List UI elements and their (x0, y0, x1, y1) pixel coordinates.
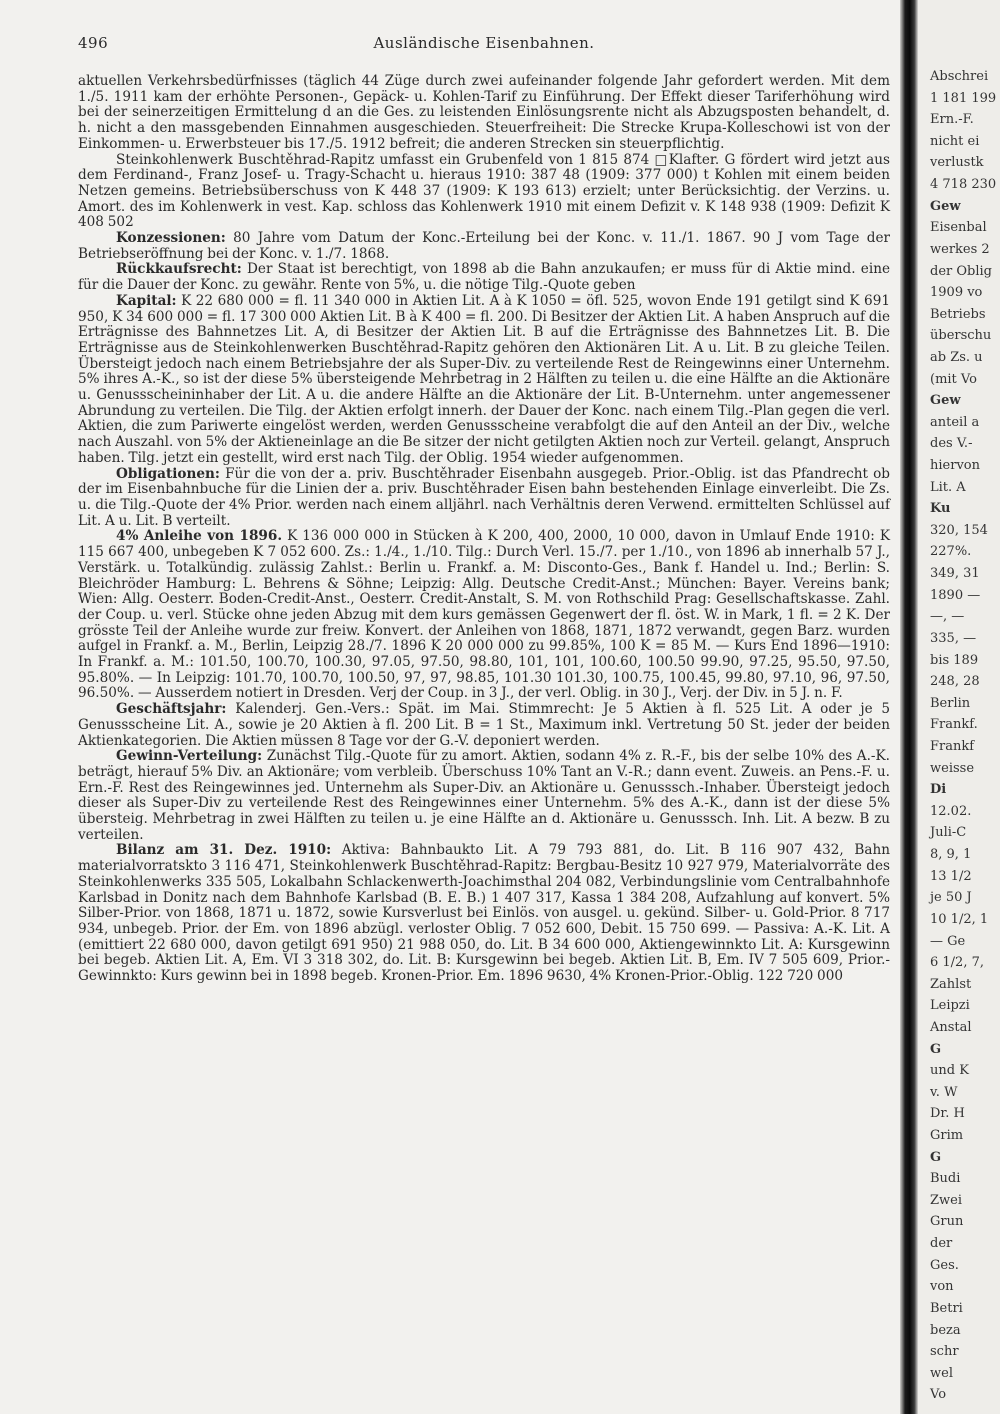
right-page-fragment: 1 181 199 (930, 90, 997, 106)
right-page-fragment: Eisenbal (930, 220, 987, 236)
right-page-fragment: je 50 J (930, 890, 972, 906)
right-page-fragment: v. W (930, 1084, 958, 1100)
right-page-fragment: überschu (930, 328, 992, 344)
right-page-fragment: Frankf. (930, 717, 978, 733)
paragraph-kapital: Kapital: K 22 680 000 = fl. 11 340 000 in Aktien Lit. A à K 1050 = öfl. 525, wovon Ende 191 getilgt sind K 691 950, K 34 600 000 = fl. 17 300 000 Aktien Lit. B à K 400 = fl. 200. Di Besitzer der Aktien Lit. A haben Anspruch auf die Erträgnisse des Bahnnetzes Lit. A, di Besitzer der Aktien Lit. B auf die Erträgnisse des Bahnnetzes Lit. B. Die Erträgnisse aus de Steinkohlenwerken Buschtěhrad-Rapitz gehören den Aktionären Lit. A u. Lit. B zu gleiche Teilen. Übersteigt jedoch nach einem Betriebsjahre der als Super-Div. zu verteilende Rest de Reingewinns einer Unternehm. 5% ihres A.-K., so ist der diese 5% übersteigende Mehrbetrag in 2 Hälften zu teilen u. die eine Hälfte an die Aktionäre u. Genussscheininhaber der Lit. A u. die andere Hälfte an die Aktionäre der Lit. B-Unternehm. unter angemessener Abrundung zu verteilen. Die Tilg. der Aktien erfolgt innerh. der Dauer der Konc. nach einem Tilg.-Plan gegen die verl. Aktien, die zum Pariwerte eingelöst werden, werden Genussscheine verabfolgt die auf den Anteil an der Div., welche nach Auszahl. von 5% der Aktieneinlage an die Be sitzer der nicht getilgten Aktien noch zur Verteil. gelangt, Anspruch haben. Tilg. jetzt ein gestellt, wird erst nach Tilg. der Oblig. 1954 wieder aufgenommen. (78, 292, 890, 466)
right-page-fragment: bis 189 (930, 652, 979, 668)
right-page-fragment: — Ge (930, 933, 966, 949)
right-page-edge (918, 0, 1000, 1414)
section-heading: Geschäftsjahr: (116, 701, 227, 718)
section-heading: Bilanz am 31. Dez. 1910: (116, 842, 332, 859)
right-page-fragment: G (930, 1041, 942, 1057)
paragraph-intro: aktuellen Verkehrsbedürfnisses (täglich 44 Züge durch zwei aufeinander folgende Jahr gefordert werden. Mit dem 1./5. 1911 kam der erhöhte Personen-, Gepäck- u. Kohlen-Tarif zu Einführung. Der Effekt dieser Tariferhöhung wird bei der seinerzeitigen Ermittelung d an die Ges. zu leistenden Einlösungsrente nicht als Abzugsposten behandelt, d. h. nicht a den massgebenden Einnahmen ausgeschieden. Steuerfreiheit: Die Strecke Krupa-Kolleschowi ist von der Einkommen- u. Erwerbsteuer bis 17./5. 1912 befreit; die anderen Strecken sin steuerpflichtig. (78, 73, 890, 152)
paragraph-gewinn-verteilung: Gewinn-Verteilung: Zunächst Tilg.-Quote für zu amort. Aktien, sodann 4% z. R.-F., bis der selbe 10% des A.-K. beträgt, hierauf 5% Div. an Aktionäre; vom verbleib. Überschuss 10% Tant an V.-R.; dann event. Zuweis. an Pens.-F. u. Ern.-F. Rest des Reingewinnes jed. Unternehm als Super-Div. an Aktionäre u. Genusssch.-Inhaber. Übersteigt jedoch dieser als Super-Div zu verteilende Rest des Reingewinnes einer Unternehm. 5% des A.-K., dann ist der diese 5% übersteig. Mehrbetrag in zwei Hälften zu teilen u. je eine Hälfte an d. Aktionäre u. Genusssch. Inh. Lit. A bezw. B zu verteilen. (78, 748, 890, 843)
right-page-fragment: der Oblig (930, 263, 992, 279)
right-page-fragment: der (930, 1236, 953, 1252)
section-heading: Gewinn-Verteilung: (116, 748, 263, 765)
right-page-fragment: Betriebs (930, 306, 986, 322)
section-heading: Kapital: (116, 292, 177, 309)
section-heading: Obligationen: (116, 465, 220, 482)
right-page-fragment: verlustk (930, 155, 984, 171)
right-page-fragment: Vo (930, 1387, 947, 1403)
right-page-fragment: (mit Vo (930, 371, 977, 387)
right-page-fragment: Lit. A (930, 479, 966, 495)
right-page-fragment: 1890 — (930, 587, 981, 603)
paragraph-geschaeftsjahr: Geschäftsjahr: Kalenderj. Gen.-Vers.: Spät. im Mai. Stimmrecht: Je 5 Aktien à fl. 525 Lit. A oder je 5 Genussscheine Lit. A., sowie je 20 Aktien à fl. 200 Lit. B = 1 St., Maximum inkl. Vertretung 50 St. jeder der beiden Aktienkategorien. Die Aktien müssen 8 Tage vor der G.-V. deponiert werden. (78, 701, 890, 749)
right-page-fragment: Zwei (930, 1192, 963, 1208)
right-page-fragment: schr (930, 1344, 959, 1360)
paragraph-bilanz: Bilanz am 31. Dez. 1910: Aktiva: Bahnbaukto Lit. A 79 793 881, do. Lit. B 116 907 432, Bahn materialvorratskto 3 116 471, Steinkohlenwerk Buschtěhrad-Rapitz: Bergbau-Besitz 10 927 979, Materialvorräte des Steinkohlenwerks 335 505, Lokalbahn Schlackenwerth-Joachimsthal 204 082, Verbindungslinie vom Centralbahnhofe Karlsbad in Donitz nach dem Bahnhofe Karlsbad (B. E. B.) 1 407 317, Kassa 1 384 208, Aufzahlung auf konvert. 5% Silber-Prior. von 1868, 1871 u. 1872, sowie Kursverlust bei Einlös. von ausgel. u. gekünd. Silber- u. Gold-Prior. 8 717 934, unbegeb. Prior. der Em. von 1896 abzügl. verloster Oblig. 7 052 600, Debit. 15 750 699. — Passiva: A.-K. Lit. A (emittiert 22 680 000, davon getilgt 691 950) 21 988 050, do. Lit. B 34 600 000, Aktiengewinnkto Lit. A: Kursgewinn bei begeb. Aktien Lit. A, Em. VI 3 318 302, do. Lit. B: Kursgewinn bei begeb. Aktien Lit. B, Em. IV 7 505 609, Prior.-Gewinnkto: Kurs gewinn bei in 1898 begeb. Kronen-Prior. Em. 1896 9630, 4% Kronen-Prior.-Oblig. 122 720 000 (78, 842, 891, 985)
right-page-fragment: anteil a (930, 414, 980, 430)
section-heading: Konzessionen: (116, 230, 226, 247)
right-page-fragment: Grun (930, 1214, 964, 1230)
right-page-fragment: ab Zs. u (930, 349, 983, 365)
right-page-fragment: hiervon (930, 458, 980, 474)
right-page-fragment: 349, 31 (930, 566, 980, 582)
right-page-fragment: Anstal (930, 1019, 972, 1035)
right-page-fragment: 1909 vo (930, 285, 983, 301)
right-page-fragment: 335, — (930, 630, 977, 646)
right-page-fragment: —, — (930, 609, 965, 625)
right-page-fragment: Budi (930, 1171, 961, 1187)
right-page-fragment: wel (930, 1365, 953, 1381)
right-page-fragment: 6 1/2, 7, (930, 955, 984, 971)
right-page-fragment: Betri (930, 1300, 963, 1316)
right-page-fragment: Leipzi (930, 998, 970, 1014)
right-page-fragment: 12.02. (930, 803, 972, 819)
paragraph-obligationen: Obligationen: Für die von der a. priv. Buschtěhrader Eisenbahn ausgegeb. Prior.-Oblig. ist das Pfandrecht ob der im Eisenbahnbuche für die Linien der a. priv. Buschtěhrader Eisen bahn bestehenden Einlage einverleibt. Die Zs. u. die Tilg.-Quote der 4% Prior. werden nach einem alljährl. nach Verhältnis deren Verwend. ermittelten Schlüssel auf Lit. A u. Lit. B verteilt. (78, 465, 890, 529)
right-page-fragment: Zahlst (930, 976, 972, 992)
right-page-fragment: 227%. (930, 544, 972, 560)
right-page-fragment: 248, 28 (930, 674, 980, 690)
right-page-fragment: 8, 9, 1 (930, 847, 972, 863)
right-page-fragment: Abschrei (930, 69, 989, 84)
right-page-fragment: weisse (930, 760, 975, 776)
right-page-fragment: und K (930, 1063, 969, 1079)
paragraph-steinkohlenwerk: Steinkohlenwerk Buschtěhrad-Rapitz umfasst ein Grubenfeld von 1 815 874 □Klafter. G fördert wird jetzt aus dem Ferdinand-, Franz Josef- u. Tragy-Schacht u. hieraus 1910: 387 48 (1909: 377 000) t Kohlen mit einem beiden Netzen gemeins. Betriebsüberschuss von K 448 37 (1909: K 193 613) erzielt; unter Berücksichtig. der Verzins. u. Amort. des im Kohlenwerk in vest. Kap. schloss das Kohlenwerk 1910 mit einem Defizit v. K 148 938 (1909: Defizit K 408 502 (78, 151, 890, 231)
right-page-fragment: des V.- (930, 436, 973, 452)
body-text (78, 74, 890, 985)
right-page-fragment: Ku (930, 501, 951, 517)
right-page-fragment: beza (930, 1322, 961, 1338)
page-number: 496 (78, 34, 109, 52)
right-page-fragment: werkes 2 (930, 241, 990, 257)
paragraph-anleihe-1896: 4% Anleihe von 1896. K 136 000 000 in Stücken à K 200, 400, 2000, 10 000, davon in Umlauf Ende 1910: K 115 667 400, unbegeben K 7 052 600. Zs.: 1./4., 1./10. Tilg.: Durch Verl. 15./7. per 1./10., von 1896 ab innerhalb 57 J., Verstärk. u. Totalkündig. zulässig Zahlst.: Berlin u. Frankf. a. M: Disconto-Ges., Bank f. Handel u. Ind.; Berlin: S. Bleichröder Hamburg: L. Behrens & Söhne; Leipzig: Allg. Deutsche Credit-Anst.; München: Bayer. Vereins bank; Wien: Allg. Oesterr. Boden-Credit-Anst., Oesterr. Credit-Anstalt, S. M. von Rothschild Prag: Gesellschaftskasse. Zahl. der Coup. u. verl. Stücke ohne jeden Abzug mit dem kurs gemässen Gegenwert der fl. öst. W. in Mark, 1 fl. = 2 K. Der grösste Teil der Anleihe wurde zur freiw. Konvert. der Anleihen von 1868, 1871, 1872 verwandt, gegen Barz. wurden aufgel in Frankf. a. M., Berlin, Leipzig 28./7. 1896 K 20 000 000 zu 99.85%, 100 K = 85 M. — Kurs End 1896—1910: In Frankf. a. M.: 101.50, 100.70, 100.30, 97.05, 97.50, 98.80, 101, 101, 100.60, 100.50 99.90, 97.25, 95.50, 97.50, 95.80%. — In Leipzig: 101.70, 100.70, 100.50, 97, 97, 98.85, 101.30 101.30, 100.75, 100.45, 99.80, 97.10, 96, 97.50, 96.50%. — Ausserdem notiert in Dresden. Verj der Coup. in 3 J., der verl. Oblig. in 30 J., Verj. der Div. in 5 J. n. F. (78, 528, 890, 702)
paragraph-rueckkaufsrecht: Rückkaufsrecht: Der Staat ist berechtigt, von 1898 ab die Bahn anzukaufen; er muss für di Aktie mind. eine für die Dauer der Konc. zu gewähr. Rente von 5%, u. die nötige Tilg.-Quote geben (78, 261, 890, 294)
right-page-fragment: Dr. H (930, 1106, 965, 1122)
right-page-fragment: 13 1/2 (930, 868, 972, 884)
right-page-fragment: Ges. (930, 1257, 959, 1273)
right-page-fragment: 4 718 230 (930, 177, 997, 193)
page-header (78, 34, 890, 58)
right-page-fragment: Ern.-F. (930, 112, 974, 128)
section-heading: Rückkaufsrecht: (116, 261, 242, 278)
right-page-fragment: Di (930, 782, 947, 798)
right-page-fragment: Juli-C (930, 825, 967, 841)
right-page-fragment: von (930, 1279, 954, 1295)
right-page-fragment: Grim (930, 1128, 964, 1144)
book-gutter (900, 0, 918, 1414)
right-page-fragment: Gew (930, 198, 961, 214)
right-page-fragment: G (930, 1149, 942, 1165)
paragraph-konzessionen: Konzessionen: 80 Jahre vom Datum der Konc.-Erteilung bei der Konc. v. 11./1. 1867. 90 J vom Tage der Betriebseröffnung bei der Konc. v. 1./7. 1868. (78, 230, 890, 262)
right-page-fragment: nicht ei (930, 133, 980, 149)
section-heading: 4% Anleihe von 1896. (116, 528, 283, 545)
right-page-fragment: Frankf (930, 739, 975, 754)
right-page-fragment: Gew (930, 393, 961, 409)
right-page-fragment: 10 1/2, 1 (930, 911, 989, 927)
running-title: Ausländische Eisenbahnen. (373, 34, 595, 52)
right-page-fragment: Berlin (930, 695, 971, 711)
right-page-fragment: 320, 154 (930, 522, 988, 538)
